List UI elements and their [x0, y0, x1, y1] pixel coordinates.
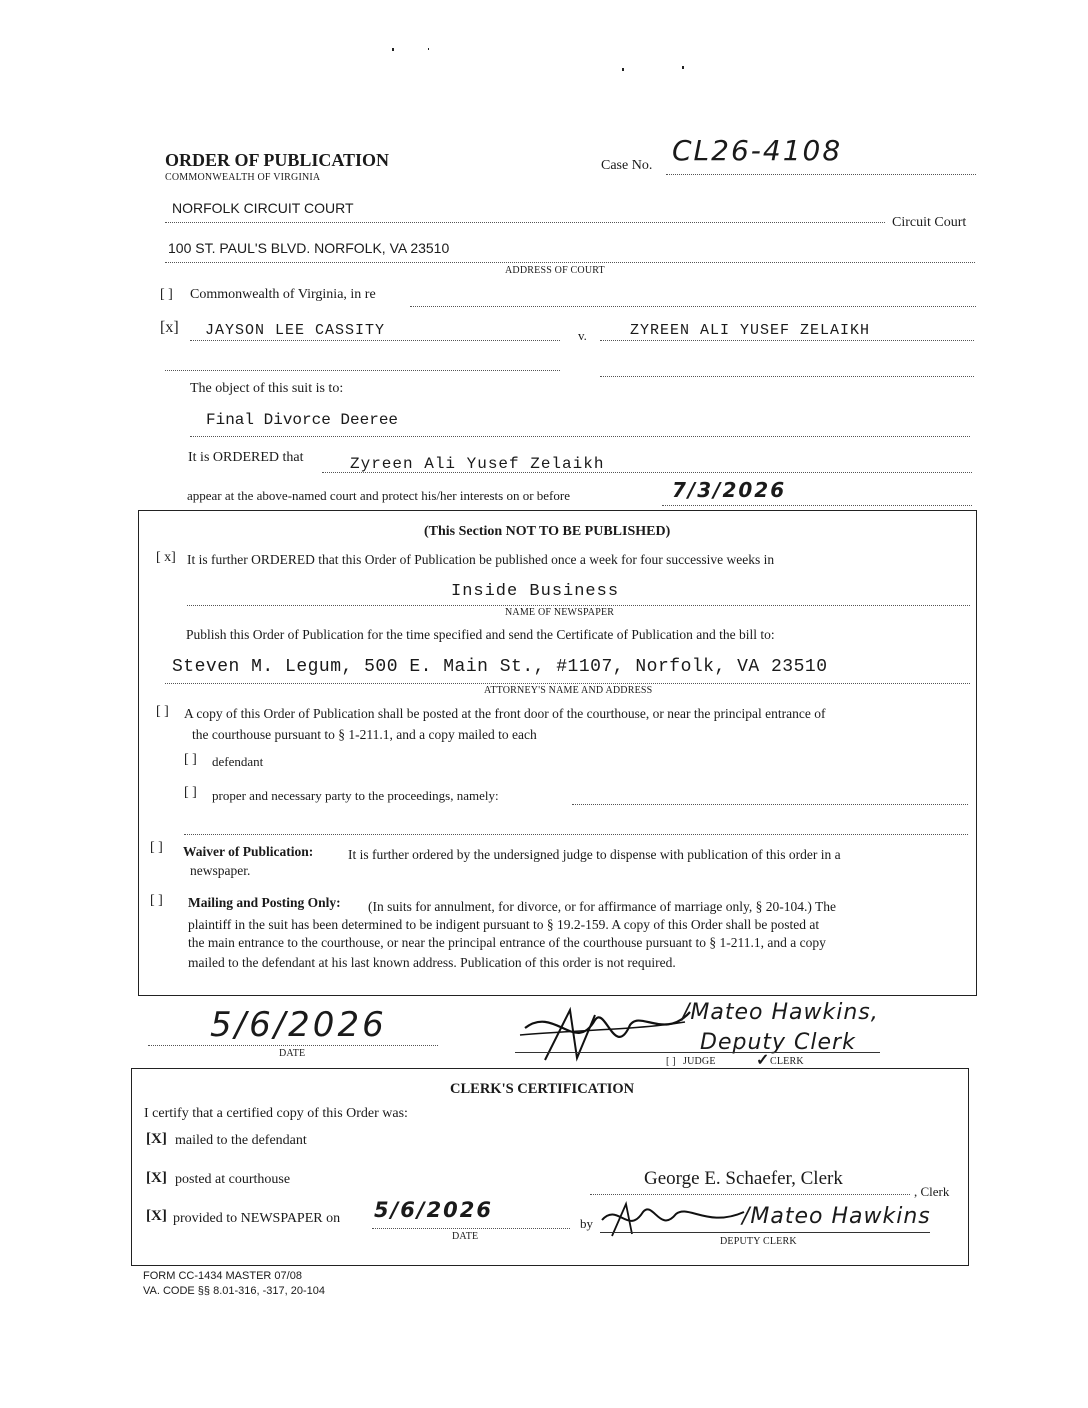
attorney-caption: ATTORNEY'S NAME AND ADDRESS [484, 685, 653, 696]
plaintiff-name: JAYSON LEE CASSITY [205, 322, 386, 339]
scan-speck [622, 68, 624, 71]
circuit-court-label: Circuit Court [892, 215, 967, 230]
send-bill-text: Publish this Order of Publication for the time specified and send the Certificate of Publication and the bill to: [186, 627, 775, 642]
posting-text-1: A copy of this Order of Publication shall be posted at the front door of the courthouse, or near the principal entrance of [184, 706, 826, 721]
order-date-caption: DATE [279, 1048, 306, 1059]
waiver-heading: Waiver of Publication: [183, 844, 314, 859]
form-id: FORM CC-1434 MASTER 07/08 [143, 1270, 302, 1282]
ordered-party: Zyreen Ali Yusef Zelaikh [350, 455, 605, 473]
attorney-info: Steven M. Legum, 500 E. Main St., #1107, Norfolk, VA 23510 [172, 657, 828, 677]
mailing-checkbox[interactable]: [ ] [150, 893, 163, 908]
deputy-name: /Mateo Hawkins [742, 1204, 931, 1229]
by-label: by [580, 1216, 593, 1231]
newspaper-provided-label: provided to NEWSPAPER on [173, 1211, 341, 1226]
newspaper-checkbox[interactable]: [X] [146, 1208, 167, 1224]
clerk-suffix: , Clerk [914, 1184, 950, 1199]
signer-name: /Mateo Hawkins, [682, 1000, 879, 1025]
object-label: The object of this suit is to: [190, 381, 344, 396]
case-number: CL26-4108 [672, 134, 843, 167]
necessary-party-checkbox[interactable]: [ ] [184, 785, 197, 800]
clerk-checkbox[interactable]: ✓ [756, 1052, 770, 1069]
signer-title: Deputy Clerk [700, 1030, 856, 1055]
code-reference: VA. CODE §§ 8.01-316, -317, 20-104 [143, 1285, 326, 1297]
scan-speck [682, 66, 684, 69]
court-name: NORFOLK CIRCUIT COURT [172, 200, 354, 216]
publish-text: It is further ORDERED that this Order of Publication be published once a week for four successive weeks in [187, 552, 775, 567]
scan-speck [428, 48, 429, 50]
order-date: 5/6/2026 [210, 1005, 387, 1045]
form-subtitle: COMMONWEALTH OF VIRGINIA [165, 172, 321, 183]
versus-label: v. [578, 328, 587, 343]
form-title: ORDER OF PUBLICATION [165, 150, 390, 170]
commonwealth-checkbox[interactable]: [ ] [160, 287, 173, 302]
clerk-name: George E. Schaefer, Clerk [644, 1168, 843, 1189]
deputy-caption: DEPUTY CLERK [720, 1236, 797, 1247]
defendant-checkbox[interactable]: [ ] [184, 752, 197, 767]
publish-checkbox[interactable]: [ x] [156, 550, 176, 565]
defendant-name: ZYREEN ALI YUSEF ZELAIKH [630, 322, 871, 339]
defendant-label: defendant [212, 754, 264, 769]
case-number-label: Case No. [601, 158, 653, 173]
appear-text: appear at the above-named court and protect his/her interests on or before [187, 488, 570, 503]
deputy-signature-scribble [598, 1198, 748, 1240]
judge-checkbox[interactable]: [ ] [666, 1056, 676, 1067]
mailing-text-1: (In suits for annulment, for divorce, or for affirmance of marriage only, § 20-104.) The [368, 899, 836, 914]
posting-text-2: the courthouse pursuant to § 1-211.1, and a copy mailed to each [192, 727, 537, 742]
mailing-text-2: plaintiff in the suit has been determined to be indigent pursuant to § 19.2-159. A copy of this Order shall be posted at [188, 917, 820, 932]
certification-intro: I certify that a certified copy of this Order was: [144, 1106, 408, 1121]
versus-checkbox[interactable]: [x] [160, 319, 179, 336]
newspaper-provided-date: 5/6/2026 [374, 1198, 494, 1222]
judge-label: JUDGE [683, 1056, 716, 1067]
mailing-text-4: mailed to the defendant at his last known address. Publication of this order is not required. [188, 955, 676, 970]
commonwealth-label: Commonwealth of Virginia, in re [190, 287, 376, 302]
ordered-label: It is ORDERED that [188, 450, 304, 465]
mailed-checkbox[interactable]: [X] [146, 1131, 167, 1147]
mailing-heading: Mailing and Posting Only: [188, 895, 341, 910]
newspaper-date-caption: DATE [452, 1231, 479, 1242]
certification-heading: CLERK'S CERTIFICATION [450, 1081, 635, 1097]
scan-speck [392, 48, 394, 51]
newspaper-name: Inside Business [451, 582, 620, 601]
mailed-label: mailed to the defendant [175, 1133, 307, 1148]
object-value: Final Divorce Deeree [206, 411, 399, 429]
mailing-text-3: the main entrance to the courthouse, or near the principal entrance of the courthouse pursuant to § 1-211.1, and a copy [188, 935, 826, 950]
posted-checkbox[interactable]: [X] [146, 1170, 167, 1186]
waiver-checkbox[interactable]: [ ] [150, 840, 163, 855]
waiver-text-1: It is further ordered by the undersigned judge to dispense with publication of this order in a [348, 847, 841, 862]
court-address: 100 ST. PAUL'S BLVD. NORFOLK, VA 23510 [168, 240, 450, 256]
necessary-party-label: proper and necessary party to the proceedings, namely: [212, 788, 499, 803]
newspaper-caption: NAME OF NEWSPAPER [505, 607, 615, 618]
clerk-label: CLERK [770, 1056, 804, 1067]
court-address-caption: ADDRESS OF COURT [505, 265, 605, 276]
publication-section-heading: (This Section NOT TO BE PUBLISHED) [424, 524, 671, 539]
posted-label: posted at courthouse [175, 1172, 291, 1187]
posting-checkbox[interactable]: [ ] [156, 704, 169, 719]
appear-date: 7/3/2026 [672, 478, 787, 502]
waiver-text-2: newspaper. [190, 863, 251, 878]
